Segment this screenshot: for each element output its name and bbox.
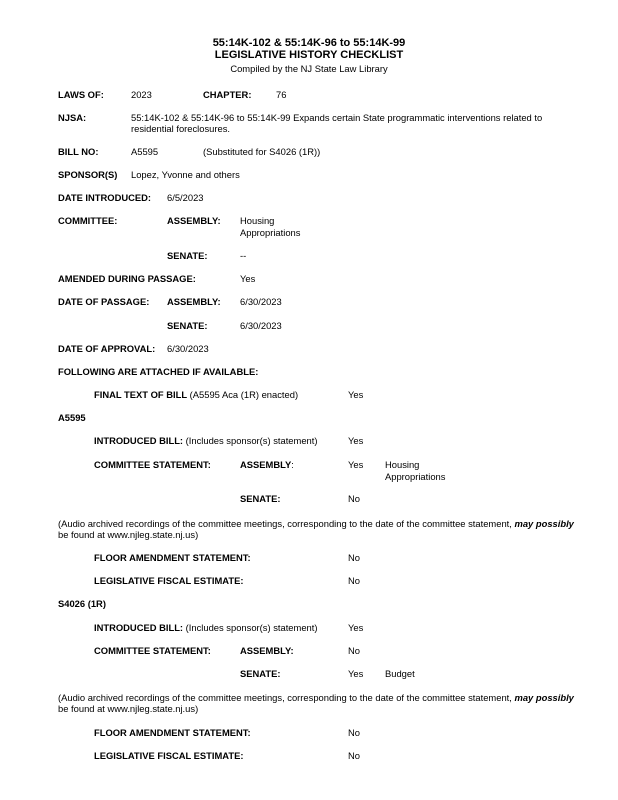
bill-no-note: (Substituted for S4026 (1R)) (203, 146, 321, 157)
passage-senate-value: 6/30/2023 (240, 320, 282, 331)
final-text-row (94, 389, 298, 400)
a5595-heading: A5595 (58, 412, 86, 423)
approval-label: DATE OF APPROVAL: (58, 343, 156, 354)
s4026-floor-label: FLOOR AMENDMENT STATEMENT: (94, 727, 251, 738)
page-title: 55:14K-102 & 55:14K-96 to 55:14K-99 (212, 37, 406, 49)
s4026-assembly-value: No (348, 645, 360, 656)
a5595-floor-value: No (348, 552, 360, 563)
s4026-audio-emphasis: may possibly (514, 692, 574, 703)
njsa-label: NJSA: (58, 112, 87, 123)
s4026-senate-value: Yes (348, 668, 364, 679)
committee-assembly-line-1: Housing (240, 215, 275, 226)
amended-value: Yes (240, 273, 256, 284)
amended-label: AMENDED DURING PASSAGE: (58, 273, 196, 284)
s4026-introduced-row (94, 622, 318, 633)
s4026-senate-label: SENATE: (240, 668, 281, 679)
final-text-note: (A5595 Aca (1R) enacted) (187, 389, 299, 400)
committee-senate-value: -- (240, 250, 247, 261)
committee-assembly-line-2: Appropriations (240, 227, 301, 238)
date-introduced-value: 6/5/2023 (167, 192, 204, 203)
s4026-committee-label: COMMITTEE STATEMENT: (94, 645, 211, 656)
a5595-assembly-label: ASSEMBLY (240, 459, 292, 470)
a5595-assembly-colon: : (291, 459, 294, 470)
passage-assembly-value: 6/30/2023 (240, 296, 282, 307)
s4026-audio-line-1 (58, 692, 574, 703)
sponsors-value: Lopez, Yvonne and others (131, 169, 240, 180)
s4026-fiscal-label: LEGISLATIVE FISCAL ESTIMATE: (94, 750, 244, 761)
njsa-line-2: residential foreclosures. (131, 123, 231, 134)
bill-no-label: BILL NO: (58, 146, 99, 157)
page-subtitle: LEGISLATIVE HISTORY CHECKLIST (214, 49, 404, 61)
a5595-assembly-row (240, 459, 294, 470)
s4026-senate-comm: Budget (385, 668, 415, 679)
committee-assembly-label: ASSEMBLY: (167, 215, 221, 226)
s4026-heading: S4026 (1R) (58, 598, 106, 609)
a5595-committee-label: COMMITTEE STATEMENT: (94, 459, 211, 470)
s4026-audio-line-2: be found at www.njleg.state.nj.us) (58, 703, 199, 714)
passage-senate-label: SENATE: (167, 320, 208, 331)
passage-label: DATE OF PASSAGE: (58, 296, 150, 307)
a5595-audio-emphasis: may possibly (514, 518, 574, 529)
a5595-introduced-note: (Includes sponsor(s) statement) (183, 435, 318, 446)
approval-value: 6/30/2023 (167, 343, 209, 354)
sponsors-label: SPONSOR(S) (58, 169, 118, 180)
laws-of-value: 2023 (131, 89, 152, 100)
a5595-senate-label: SENATE: (240, 493, 281, 504)
passage-assembly-label: ASSEMBLY: (167, 296, 221, 307)
a5595-audio-line-1 (58, 518, 574, 529)
s4026-fiscal-value: No (348, 750, 360, 761)
committee-label: COMMITTEE: (58, 215, 118, 226)
following-heading: FOLLOWING ARE ATTACHED IF AVAILABLE: (58, 366, 259, 377)
a5595-introduced-row (94, 435, 318, 446)
njsa-line-1: 55:14K-102 & 55:14K-96 to 55:14K-99 Expands certain State programmatic interventions related to (131, 112, 543, 123)
a5595-audio-text: (Audio archived recordings of the committee meetings, corresponding to the date of the committee statement, (58, 518, 515, 529)
a5595-introduced-value: Yes (348, 435, 364, 446)
final-text-label: FINAL TEXT OF BILL (94, 389, 188, 400)
a5595-assembly-comm-1: Housing (385, 459, 420, 470)
committee-senate-label: SENATE: (167, 250, 208, 261)
s4026-assembly-label: ASSEMBLY: (240, 645, 294, 656)
s4026-introduced-note: (Includes sponsor(s) statement) (183, 622, 318, 633)
a5595-assembly-comm-2: Appropriations (385, 471, 446, 482)
a5595-assembly-value: Yes (348, 459, 364, 470)
date-introduced-label: DATE INTRODUCED: (58, 192, 152, 203)
a5595-audio-line-2: be found at www.njleg.state.nj.us) (58, 529, 199, 540)
final-text-value: Yes (348, 389, 364, 400)
bill-no-value: A5595 (131, 146, 159, 157)
a5595-senate-value: No (348, 493, 360, 504)
chapter-label: CHAPTER: (203, 89, 252, 100)
s4026-audio-text: (Audio archived recordings of the committee meetings, corresponding to the date of the committee statement, (58, 692, 515, 703)
a5595-introduced-label: INTRODUCED BILL: (94, 435, 184, 446)
a5595-fiscal-value: No (348, 575, 360, 586)
s4026-floor-value: No (348, 727, 360, 738)
s4026-introduced-label: INTRODUCED BILL: (94, 622, 184, 633)
s4026-introduced-value: Yes (348, 622, 364, 633)
laws-of-label: LAWS OF: (58, 89, 104, 100)
compiled-by: Compiled by the NJ State Law Library (230, 63, 388, 74)
a5595-floor-label: FLOOR AMENDMENT STATEMENT: (94, 552, 251, 563)
a5595-fiscal-label: LEGISLATIVE FISCAL ESTIMATE: (94, 575, 244, 586)
chapter-value: 76 (276, 89, 287, 100)
